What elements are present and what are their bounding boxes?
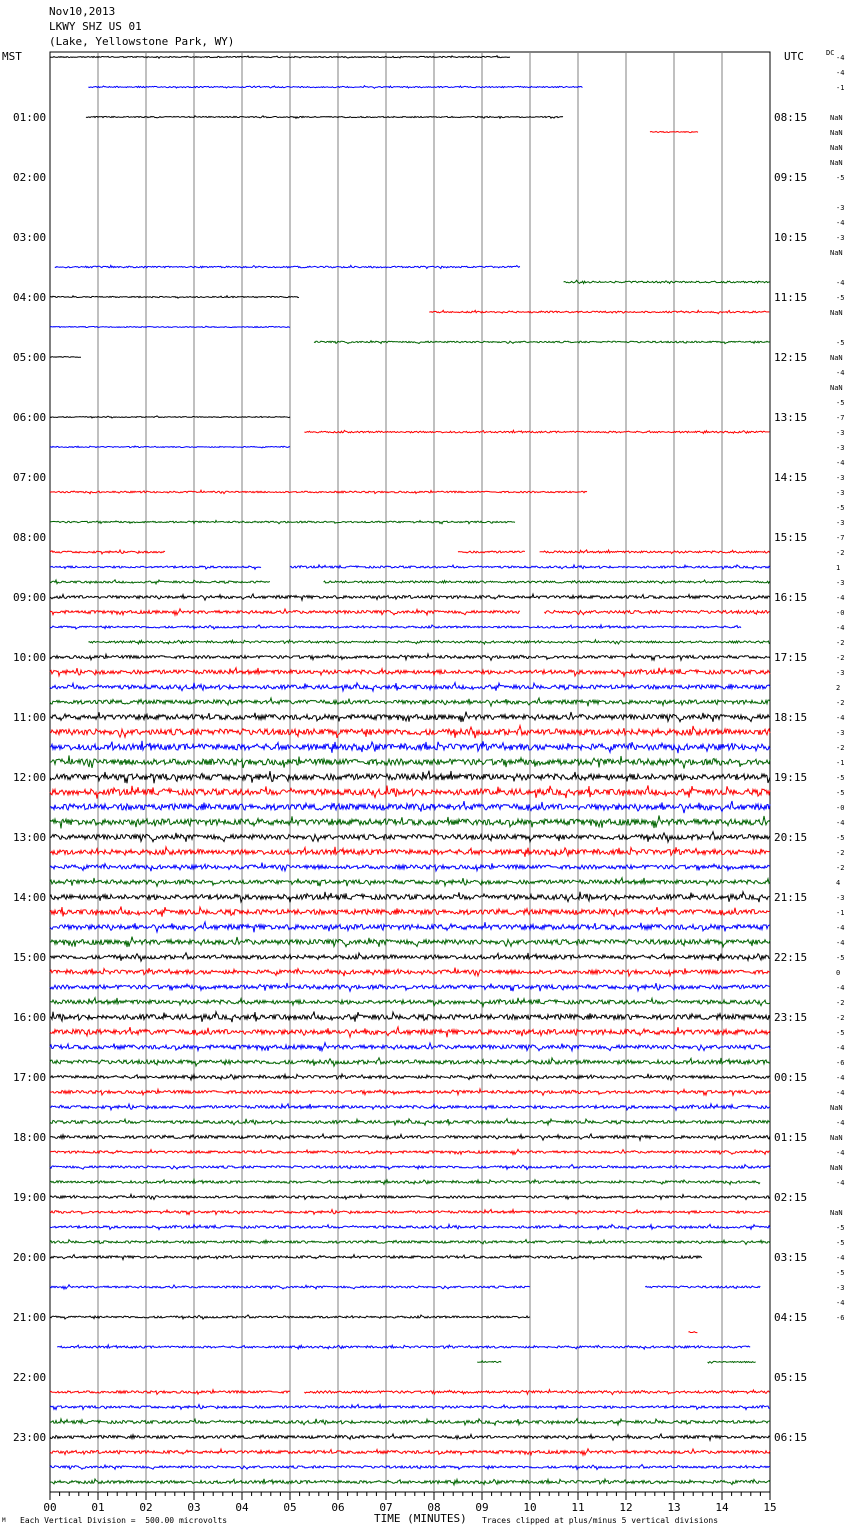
- seismic-trace: [50, 1224, 770, 1229]
- dc-offset-label: -3: [836, 669, 845, 677]
- dc-offset-label: -3: [836, 444, 845, 452]
- seismic-trace: [50, 1043, 770, 1051]
- seismic-trace: [50, 1255, 702, 1260]
- seismic-trace: [50, 1104, 770, 1110]
- right-time-label: 05:15: [774, 1371, 808, 1384]
- right-time-label: 23:15: [774, 1011, 808, 1024]
- dc-offset-label: -5: [836, 1239, 845, 1247]
- x-tick-label: 09: [475, 1501, 489, 1514]
- dc-offset-label: -4: [836, 984, 845, 992]
- dc-offset-label: 1: [836, 564, 841, 572]
- chart-location: (Lake, Yellowstone Park, WY): [49, 35, 235, 48]
- right-time-label: 18:15: [774, 711, 808, 724]
- dc-offset-label: -3: [836, 729, 845, 737]
- right-time-label: 22:15: [774, 951, 808, 964]
- seismic-trace: [540, 550, 770, 554]
- seismic-trace: [50, 878, 770, 887]
- dc-offset-label: NaN: [830, 159, 843, 167]
- seismic-trace: [50, 550, 165, 554]
- seismic-trace: [50, 953, 770, 961]
- seismic-trace: [50, 771, 770, 784]
- right-time-label: 11:15: [774, 291, 808, 304]
- dc-offset-label: -4: [836, 624, 845, 632]
- left-time-label: 12:00: [13, 771, 47, 784]
- right-axis-title: UTC: [784, 50, 804, 63]
- left-time-label: 01:00: [13, 111, 47, 124]
- seismic-trace: [50, 1419, 770, 1425]
- right-time-label: 08:15: [774, 111, 808, 124]
- right-time-label: 17:15: [774, 651, 808, 664]
- seismic-trace: [50, 1027, 770, 1037]
- right-time-label: 02:15: [774, 1191, 808, 1204]
- right-time-label: 06:15: [774, 1431, 808, 1444]
- dc-offset-label: NaN: [830, 1209, 843, 1217]
- seismic-trace: [50, 609, 520, 615]
- seismic-trace: [50, 296, 299, 299]
- dc-offset-label: -2: [836, 1014, 845, 1022]
- left-time-label: 13:00: [13, 831, 47, 844]
- left-time-label: 07:00: [13, 471, 47, 484]
- seismic-trace: [304, 430, 769, 433]
- seismic-trace: [314, 341, 770, 344]
- left-time-label: 11:00: [13, 711, 47, 724]
- left-time-label: 22:00: [13, 1371, 47, 1384]
- left-axis-title: MST: [2, 50, 22, 63]
- x-tick-label: 00: [43, 1501, 57, 1514]
- dc-offset-label: -4: [836, 459, 845, 467]
- x-tick-label: 11: [571, 1501, 585, 1514]
- seismic-trace: [477, 1361, 501, 1363]
- seismic-trace: [50, 1165, 770, 1170]
- dc-offset-label: -3: [836, 1284, 845, 1292]
- right-time-label: 19:15: [774, 771, 808, 784]
- dc-offset-label: -5: [836, 294, 845, 302]
- seismic-trace: [50, 520, 515, 523]
- seismic-trace: [708, 1361, 756, 1363]
- dc-offset-label: -6: [836, 1059, 845, 1067]
- seismic-trace: [50, 892, 770, 903]
- x-tick-label: 04: [235, 1501, 249, 1514]
- dc-offset-label: -3: [836, 204, 845, 212]
- dc-offset-label: -1: [836, 909, 845, 917]
- dc-offset-label: -4: [836, 1179, 845, 1187]
- seismic-trace: [429, 310, 769, 313]
- seismic-trace: [86, 116, 563, 119]
- right-time-label: 10:15: [774, 231, 808, 244]
- left-time-label: 19:00: [13, 1191, 47, 1204]
- seismic-trace: [50, 922, 770, 932]
- dc-offset-label: -4: [836, 279, 845, 287]
- dc-offset-label: -4: [836, 939, 845, 947]
- right-time-label: 20:15: [774, 831, 808, 844]
- dc-offset-label: NaN: [830, 249, 843, 257]
- seismic-trace: [50, 816, 770, 829]
- dc-offset-label: -4: [836, 69, 845, 77]
- seismic-trace: [50, 1134, 770, 1140]
- x-tick-label: 15: [763, 1501, 777, 1514]
- seismic-trace: [50, 801, 770, 813]
- seismic-trace: [50, 56, 510, 59]
- seismic-trace: [50, 594, 770, 600]
- seismic-trace: [50, 1465, 770, 1470]
- dc-offset-label: -4: [836, 819, 845, 827]
- dc-offset-label: -4: [836, 714, 845, 722]
- seismic-trace: [50, 1089, 770, 1095]
- dc-offset-label: -5: [836, 789, 845, 797]
- dc-offset-label: -5: [836, 399, 845, 407]
- seismic-trace: [50, 625, 741, 629]
- seismic-trace: [50, 1434, 770, 1440]
- right-time-label: 14:15: [774, 471, 808, 484]
- left-time-label: 02:00: [13, 171, 47, 184]
- dc-offset-label: -5: [836, 174, 845, 182]
- dc-offset-label: -4: [836, 1149, 845, 1157]
- clip-note: Traces clipped at plus/minus 5 vertical divisions: [482, 1516, 719, 1525]
- seismic-trace: [50, 1194, 770, 1199]
- seismic-trace: [50, 907, 770, 917]
- dc-offset-label: 4: [836, 879, 841, 887]
- left-time-label: 18:00: [13, 1131, 47, 1144]
- seismic-trace: [50, 755, 770, 768]
- dc-offset-label: NaN: [830, 1134, 843, 1142]
- left-time-label: 05:00: [13, 351, 47, 364]
- dc-offset-label: NaN: [830, 354, 843, 362]
- seismic-trace: [50, 683, 770, 692]
- seismic-trace: [645, 1286, 760, 1289]
- left-time-label: 08:00: [13, 531, 47, 544]
- x-tick-label: 12: [619, 1501, 633, 1514]
- dc-offset-label: -5: [836, 1224, 845, 1232]
- seismic-trace: [50, 326, 290, 327]
- seismic-trace: [50, 937, 770, 947]
- seismic-trace: [50, 668, 770, 677]
- seismic-trace: [50, 741, 770, 753]
- dc-offset-label: NaN: [830, 309, 843, 317]
- dc-offset-label: -3: [836, 894, 845, 902]
- dc-offset-label: 0: [836, 969, 841, 977]
- left-time-label: 21:00: [13, 1311, 47, 1324]
- chart-station: LKWY SHZ US 01: [49, 20, 142, 33]
- seismic-trace: [50, 785, 770, 798]
- dc-offset-label: -2: [836, 654, 845, 662]
- dc-offset-label: -7: [836, 414, 845, 422]
- left-time-label: 06:00: [13, 411, 47, 424]
- seismic-trace: [50, 1074, 770, 1080]
- seismic-trace: [50, 416, 290, 418]
- dc-offset-label: -4: [836, 219, 845, 227]
- dc-offset-label: -4: [836, 1299, 845, 1307]
- x-tick-label: 05: [283, 1501, 297, 1514]
- left-time-label: 14:00: [13, 891, 47, 904]
- x-tick-label: 14: [715, 1501, 729, 1514]
- seismic-trace: [304, 1390, 769, 1395]
- dc-offset-label: NaN: [830, 129, 843, 137]
- dc-offset-label: -4: [836, 54, 845, 62]
- seismic-trace: [564, 280, 770, 283]
- seismic-trace: [50, 654, 770, 660]
- dc-offset-label: -4: [836, 1254, 845, 1262]
- x-axis-title: TIME (MINUTES): [374, 1512, 467, 1525]
- dc-offset-label: -5: [836, 954, 845, 962]
- dc-offset-label: NaN: [830, 144, 843, 152]
- left-time-label: 04:00: [13, 291, 47, 304]
- seismic-trace: [50, 1012, 770, 1023]
- chart-date: Nov10,2013: [49, 5, 116, 18]
- x-tick-label: 07: [379, 1501, 393, 1514]
- dc-offset-label: -4: [836, 1089, 845, 1097]
- seismic-trace: [50, 712, 770, 722]
- dc-offset-label: -1: [836, 759, 845, 767]
- seismic-trace: [50, 1405, 770, 1410]
- dc-offset-label: -5: [836, 1029, 845, 1037]
- dc-offset-label: -6: [836, 1314, 845, 1322]
- seismic-trace: [50, 1390, 290, 1395]
- right-time-label: 13:15: [774, 411, 808, 424]
- seismic-trace: [50, 863, 770, 872]
- x-tick-label: 02: [139, 1501, 153, 1514]
- dc-offset-label: -2: [836, 999, 845, 1007]
- seismic-trace: [88, 640, 769, 644]
- dc-offset-label: -3: [836, 474, 845, 482]
- x-tick-label: 08: [427, 1501, 441, 1514]
- seismic-trace: [50, 446, 290, 448]
- dc-offset-label: NaN: [830, 1164, 843, 1172]
- right-time-label: 03:15: [774, 1251, 808, 1264]
- seismic-trace: [50, 832, 770, 842]
- seismic-trace: [57, 1345, 750, 1349]
- seismic-trace: [50, 490, 587, 494]
- seismic-trace: [50, 968, 770, 977]
- seismic-trace: [50, 698, 770, 706]
- left-time-label: 20:00: [13, 1251, 47, 1264]
- dc-offset-label: -2: [836, 549, 845, 557]
- dc-offset-label: -3: [836, 234, 845, 242]
- left-time-label: 10:00: [13, 651, 47, 664]
- seismic-trace: [50, 983, 770, 991]
- left-time-label: 15:00: [13, 951, 47, 964]
- seismic-trace: [50, 1149, 770, 1154]
- dc-offset-label: -4: [836, 924, 845, 932]
- dc-offset-label: -3: [836, 579, 845, 587]
- seismic-trace: [50, 566, 261, 569]
- x-tick-label: 13: [667, 1501, 681, 1514]
- right-time-label: 04:15: [774, 1311, 808, 1324]
- seismic-trace: [688, 1332, 697, 1333]
- seismic-trace: [458, 551, 525, 553]
- dc-offset-label: 2: [836, 684, 841, 692]
- left-time-label: 23:00: [13, 1431, 47, 1444]
- seismic-trace: [50, 1240, 770, 1245]
- x-tick-label: 10: [523, 1501, 537, 1514]
- seismic-trace: [50, 1058, 770, 1066]
- dc-offset-label: -2: [836, 699, 845, 707]
- dc-offset-label: -5: [836, 1269, 845, 1277]
- dc-offset-label: -4: [836, 1044, 845, 1052]
- left-time-label: 16:00: [13, 1011, 47, 1024]
- dc-offset-label: -3: [836, 489, 845, 497]
- seismic-trace: [55, 265, 520, 268]
- dc-offset-label: -4: [836, 1074, 845, 1082]
- dc-offset-label: NaN: [830, 1104, 843, 1112]
- dc-offset-label: -5: [836, 834, 845, 842]
- right-time-label: 15:15: [774, 531, 808, 544]
- dc-offset-label: -2: [836, 639, 845, 647]
- dc-offset-label: NaN: [830, 384, 843, 392]
- dc-offset-label: -5: [836, 774, 845, 782]
- dc-offset-label: -0: [836, 804, 845, 812]
- dc-offset-label: -5: [836, 504, 845, 512]
- seismic-trace: [50, 1449, 770, 1455]
- dc-offset-label: -4: [836, 594, 845, 602]
- vertical-division-note: Each Vertical Division = 500.00 microvolts: [20, 1516, 228, 1525]
- dc-offset-label: -1: [836, 84, 845, 92]
- right-time-label: 21:15: [774, 891, 808, 904]
- dc-offset-label: -3: [836, 519, 845, 527]
- dc-offset-label: -2: [836, 849, 845, 857]
- dc-offset-label: -3: [836, 429, 845, 437]
- x-tick-label: 03: [187, 1501, 201, 1514]
- dc-offset-label: -7: [836, 534, 845, 542]
- plot-frame: [50, 52, 770, 1492]
- right-time-label: 16:15: [774, 591, 808, 604]
- seismic-trace: [50, 1180, 760, 1185]
- seismic-trace: [324, 580, 770, 584]
- dc-offset-label: -4: [836, 1119, 845, 1127]
- left-time-label: 17:00: [13, 1071, 47, 1084]
- seismic-trace: [50, 1479, 770, 1485]
- x-tick-label: 06: [331, 1501, 345, 1514]
- right-time-label: 01:15: [774, 1131, 808, 1144]
- x-tick-label: 01: [91, 1501, 105, 1514]
- left-time-label: 03:00: [13, 231, 47, 244]
- seismic-trace: [50, 1210, 770, 1215]
- right-time-label: 12:15: [774, 351, 808, 364]
- seismic-trace: [50, 847, 770, 857]
- dc-offset-label: -0: [836, 609, 845, 617]
- dc-offset-label: -2: [836, 864, 845, 872]
- dc-offset-label: NaN: [830, 114, 843, 122]
- dc-label: DC: [826, 49, 835, 57]
- seismic-trace: [50, 726, 770, 739]
- right-time-label: 00:15: [774, 1071, 808, 1084]
- right-time-label: 09:15: [774, 171, 808, 184]
- seismic-trace: [88, 86, 582, 89]
- dc-offset-label: -2: [836, 744, 845, 752]
- seismic-trace: [50, 357, 81, 358]
- seismic-trace: [50, 1119, 770, 1125]
- dc-offset-label: -5: [836, 339, 845, 347]
- seismic-trace: [50, 580, 270, 584]
- dc-offset-label: -4: [836, 369, 845, 377]
- seismic-trace: [50, 998, 770, 1007]
- corner-mark: M: [2, 1517, 6, 1524]
- left-time-label: 09:00: [13, 591, 47, 604]
